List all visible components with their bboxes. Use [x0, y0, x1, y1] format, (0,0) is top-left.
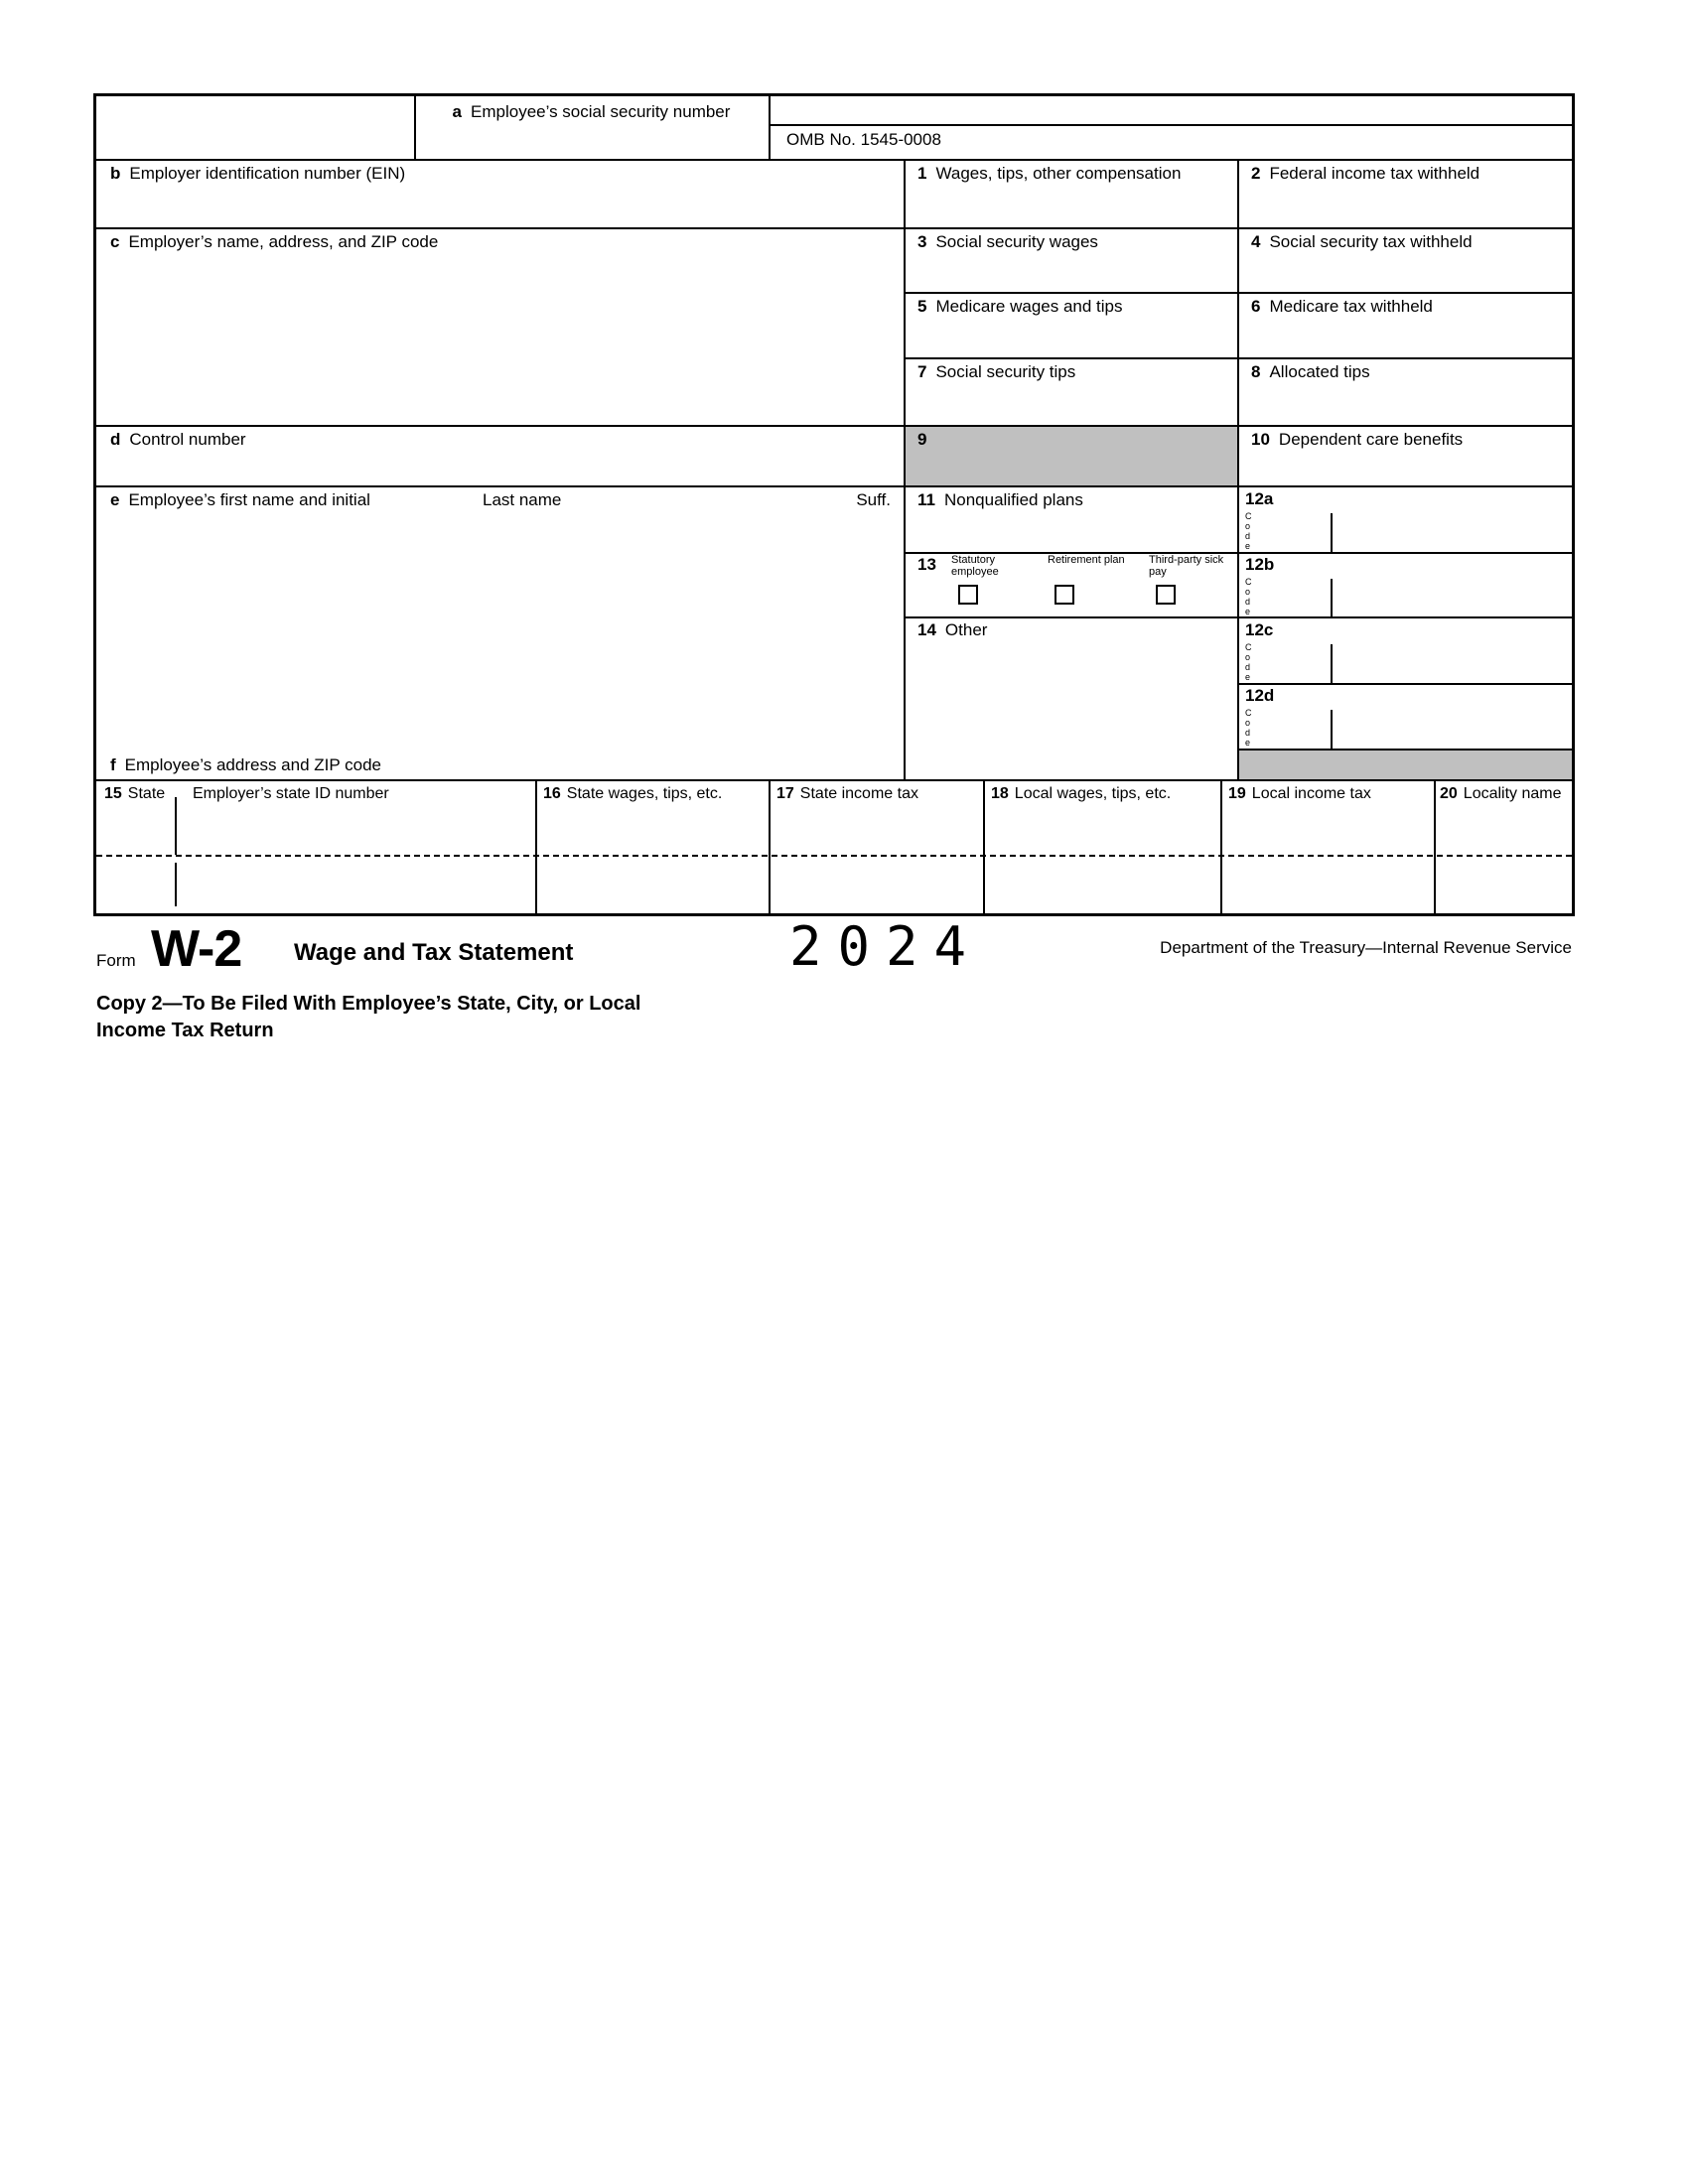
- box-20-number: 20: [1440, 785, 1458, 802]
- box-f-text: Employee’s address and ZIP code: [124, 755, 381, 774]
- box-4-number: 4: [1251, 232, 1261, 251]
- form-number-title: W-2: [151, 920, 242, 978]
- box-14-number: 14: [917, 620, 936, 639]
- box-10-text: Dependent care benefits: [1278, 430, 1464, 449]
- box-1-label: [917, 164, 1181, 184]
- box-9-number: 9: [917, 430, 927, 449]
- box-c-number: c: [110, 232, 120, 251]
- box-16-text: State wages, tips, etc.: [566, 785, 723, 802]
- divider-line: [96, 159, 1572, 161]
- divider-line: [983, 779, 985, 913]
- box-18-label: [991, 785, 1171, 803]
- box-c-text: Employer’s name, address, and ZIP code: [128, 232, 439, 251]
- box-d-text: Control number: [129, 430, 246, 449]
- code-divider-line: [1331, 644, 1333, 683]
- copy-instruction-line2: Income Tax Return: [96, 1020, 274, 1041]
- employer-state-id-label: Employer’s state ID number: [193, 785, 389, 802]
- form-word: Form: [96, 951, 136, 970]
- suffix-label: Suff.: [856, 490, 891, 509]
- box-12c-number: 12c: [1245, 620, 1274, 639]
- divider-line: [535, 779, 537, 913]
- code-divider-line: [1331, 579, 1333, 616]
- box-f-number: f: [110, 755, 116, 774]
- box-14-text: Other: [944, 620, 988, 639]
- divider-line: [175, 863, 177, 906]
- divider-line: [96, 485, 1572, 487]
- retirement-plan-checkbox[interactable]: [1055, 585, 1074, 605]
- box-18-number: 18: [991, 785, 1009, 802]
- box-19-text: Local income tax: [1251, 785, 1371, 802]
- omb-number-label: OMB No. 1545-0008: [786, 130, 941, 149]
- box-e-text: Employee’s first name and initial: [128, 490, 370, 509]
- box-3-label: [917, 232, 1098, 252]
- copy-instruction-line1: Copy 2—To Be Filed With Employee’s State, City, or Local: [96, 993, 641, 1015]
- box-12b-code-label: Code: [1245, 577, 1252, 616]
- box-8-label: [1251, 362, 1370, 382]
- box-7-text: Social security tips: [935, 362, 1076, 381]
- box-12a-number: 12a: [1245, 489, 1274, 508]
- form-title: Wage and Tax Statement: [294, 939, 574, 966]
- box9-shaded-area: [906, 427, 1237, 485]
- box-5-number: 5: [917, 297, 927, 316]
- box-4-text: Social security tax withheld: [1269, 232, 1473, 251]
- third-party-sick-pay-label: Third-party sick pay: [1149, 554, 1224, 578]
- last-name-label: Last name: [483, 490, 562, 509]
- box-6-text: Medicare tax withheld: [1269, 297, 1433, 316]
- box-19-number: 19: [1228, 785, 1246, 802]
- box-16-label: [543, 785, 722, 803]
- divider-line: [96, 227, 1572, 229]
- divider-line: [1237, 683, 1572, 685]
- box-d-number: d: [110, 430, 121, 449]
- box-15-label: [104, 785, 165, 803]
- divider-line: [769, 96, 771, 159]
- box-16-number: 16: [543, 785, 561, 802]
- divider-line: [175, 797, 177, 855]
- box-11-label: [917, 490, 1083, 510]
- box-7-number: 7: [917, 362, 927, 381]
- box-2-text: Federal income tax withheld: [1269, 164, 1480, 183]
- box-12b-label: [1245, 555, 1283, 575]
- box-13-label: [917, 555, 945, 575]
- divider-line: [769, 779, 771, 913]
- box-12a-label: [1245, 489, 1282, 509]
- box-12d-number: 12d: [1245, 686, 1275, 705]
- box-10-label: [1251, 430, 1463, 450]
- box-12c-code-label: Code: [1245, 642, 1252, 682]
- box-11-number: 11: [917, 490, 935, 509]
- divider-line: [904, 159, 906, 779]
- box-2-label: [1251, 164, 1479, 184]
- divider-line: [769, 124, 1572, 126]
- code-divider-line: [1331, 513, 1333, 552]
- box-b-label: [110, 164, 405, 184]
- box-20-label: [1440, 785, 1562, 803]
- box-17-text: State income tax: [799, 785, 918, 802]
- divider-line: [1220, 779, 1222, 913]
- dashed-divider-line: [96, 855, 1572, 857]
- box-6-number: 6: [1251, 297, 1261, 316]
- box-19-label: [1228, 785, 1371, 803]
- box-15-state-text: State: [127, 785, 166, 802]
- box-9-label: [917, 430, 935, 450]
- box-5-text: Medicare wages and tips: [935, 297, 1123, 316]
- box-b-number: b: [110, 164, 121, 183]
- box-a-number: a: [452, 102, 463, 121]
- divider-line: [96, 425, 1572, 427]
- statutory-employee-label: Statutory employee: [951, 554, 999, 578]
- box-17-label: [776, 785, 918, 803]
- box-d-label: [110, 430, 246, 450]
- box-12a-code-label: Code: [1245, 511, 1252, 551]
- divider-line: [1237, 749, 1572, 751]
- box-a-text: Employee’s social security number: [471, 102, 731, 121]
- box-a-label: [414, 102, 769, 122]
- box-14-label: [917, 620, 987, 640]
- code-divider-line: [1331, 710, 1333, 749]
- box-12b-number: 12b: [1245, 555, 1275, 574]
- box12-shaded-strip: [1239, 751, 1572, 779]
- box-13-number: 13: [917, 555, 936, 574]
- box-17-number: 17: [776, 785, 794, 802]
- box-c-label: [110, 232, 438, 252]
- box-1-number: 1: [917, 164, 927, 183]
- box-4-label: [1251, 232, 1473, 252]
- third-party-sick-pay-checkbox[interactable]: [1156, 585, 1176, 605]
- tax-year: 2024: [789, 915, 983, 978]
- box-18-text: Local wages, tips, etc.: [1014, 785, 1172, 802]
- box-2-number: 2: [1251, 164, 1261, 183]
- w2-form: [93, 93, 1575, 916]
- box-b-text: Employer identification number (EIN): [129, 164, 406, 183]
- box-6-label: [1251, 297, 1433, 317]
- box-f-label: [110, 755, 381, 775]
- box-e-number: e: [110, 490, 120, 509]
- divider-line: [96, 779, 1572, 781]
- box-e-label: [110, 490, 370, 510]
- box-5-label: [917, 297, 1123, 317]
- divider-line: [1237, 159, 1239, 779]
- box-7-label: [917, 362, 1075, 382]
- box-11-text: Nonqualified plans: [943, 490, 1083, 509]
- box-12d-code-label: Code: [1245, 708, 1252, 748]
- box-8-number: 8: [1251, 362, 1261, 381]
- divider-line: [1434, 779, 1436, 913]
- box-12c-label: [1245, 620, 1282, 640]
- box-15-number: 15: [104, 785, 122, 802]
- box-10-number: 10: [1251, 430, 1270, 449]
- box-8-text: Allocated tips: [1269, 362, 1370, 381]
- box-20-text: Locality name: [1463, 785, 1562, 802]
- retirement-plan-label: Retirement plan: [1048, 554, 1125, 566]
- statutory-employee-checkbox[interactable]: [958, 585, 978, 605]
- box-3-number: 3: [917, 232, 927, 251]
- box-3-text: Social security wages: [935, 232, 1098, 251]
- box-12d-label: [1245, 686, 1283, 706]
- box-1-text: Wages, tips, other compensation: [935, 164, 1182, 183]
- department-label: Department of the Treasury—Internal Revenue Service: [1160, 938, 1572, 957]
